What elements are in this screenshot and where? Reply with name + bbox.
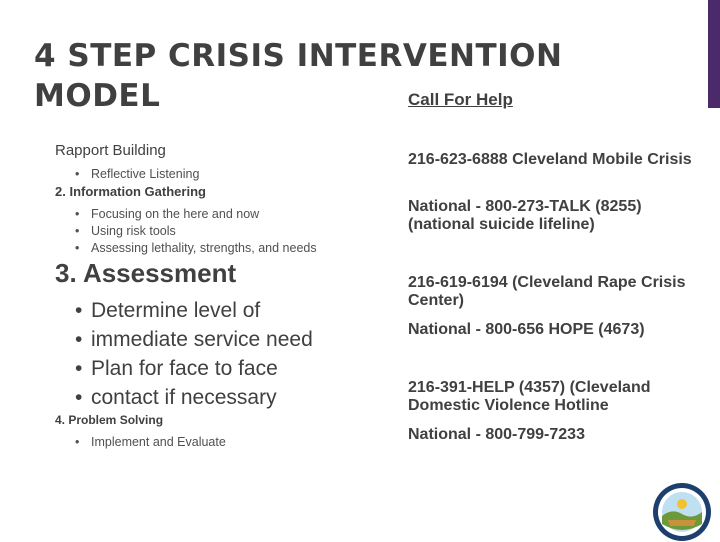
list-item-text: Reflective Listening (91, 167, 200, 181)
step-rapport-building: Rapport Building (55, 142, 166, 159)
bullet-icon: • (75, 328, 83, 351)
step-problem-solving: 4. Problem Solving (55, 413, 164, 427)
list-item-text: contact if necessary (91, 386, 277, 409)
bullet-icon: • (75, 224, 80, 238)
list-item-text: Implement and Evaluate (91, 435, 226, 449)
slide-title-line-1: 4 STEP CRISIS INTERVENTION (34, 38, 563, 74)
hotline-cleveland-mobile-crisis: 216-623-6888 Cleveland Mobile Crisis (408, 151, 692, 168)
list-item (75, 241, 317, 255)
list-item (75, 357, 278, 381)
list-item-text: Determine level of (91, 299, 261, 322)
county-seal-icon (652, 482, 712, 542)
accent-bar (708, 0, 720, 108)
bullet-icon: • (75, 357, 83, 380)
list-item (75, 299, 260, 323)
bullet-icon: • (75, 435, 80, 449)
call-for-help-heading: Call For Help (408, 90, 513, 109)
list-item (75, 224, 176, 238)
list-item (75, 435, 226, 449)
list-item-text: Focusing on the here and now (91, 207, 260, 221)
list-item-text: Using risk tools (91, 224, 176, 238)
slide-title-line-2: MODEL (34, 78, 161, 114)
list-item (75, 328, 313, 352)
list-item-text: Plan for face to face (91, 357, 278, 380)
step-assessment: 3. Assessment (55, 258, 237, 288)
hotline-national-hope: National - 800-656 HOPE (4673) (408, 321, 645, 338)
hotline-national-domestic-violence: National - 800-799-7233 (408, 426, 585, 443)
bullet-icon: • (75, 241, 80, 255)
hotline-cleveland-domestic-violence: 216-391-HELP (4357) (Cleveland Domestic Violence Hotline (408, 379, 651, 414)
list-item-text: Assessing lethality, strengths, and needs (91, 241, 317, 255)
bullet-icon: • (75, 207, 80, 221)
bullet-icon: • (75, 386, 83, 409)
hotline-national-suicide-lifeline: National - 800-273-TALK (8255) (national suicide lifeline) (408, 198, 642, 233)
list-item-text: immediate service need (91, 328, 313, 351)
list-item (75, 207, 259, 221)
step-information-gathering: 2. Information Gathering (55, 184, 206, 199)
bullet-icon: • (75, 299, 83, 322)
list-item (75, 167, 199, 181)
bullet-icon: • (75, 167, 80, 181)
hotline-cleveland-rape-crisis: 216-619-6194 (Cleveland Rape Crisis Center) (408, 274, 686, 309)
list-item (75, 386, 277, 410)
